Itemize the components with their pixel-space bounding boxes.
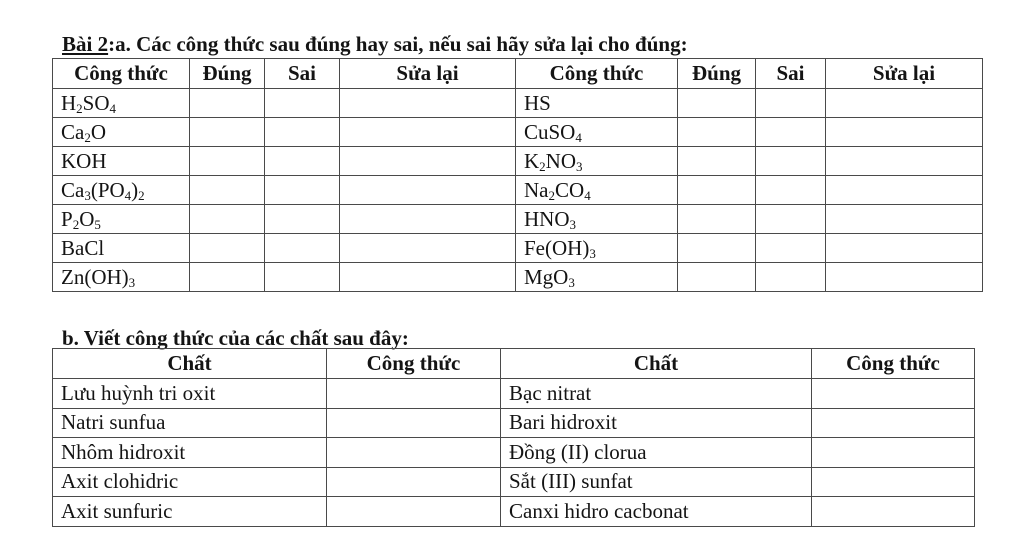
- substance-name-cell: Đồng (II) clorua: [501, 438, 812, 468]
- formula-cell: CuSO$_4$: [516, 118, 678, 147]
- column-header: Sai: [756, 59, 826, 89]
- table-row: [53, 497, 975, 527]
- correct-answer-cell[interactable]: [678, 147, 756, 176]
- table-header-row: [53, 349, 975, 379]
- wrong-answer-cell[interactable]: [265, 263, 340, 292]
- correct-answer-cell[interactable]: [678, 176, 756, 205]
- wrong-answer-cell[interactable]: [756, 89, 826, 118]
- correct-answer-cell[interactable]: [190, 147, 265, 176]
- correct-answer-cell[interactable]: [190, 263, 265, 292]
- substance-formula-table: [52, 348, 975, 527]
- formula-answer-cell[interactable]: [327, 467, 501, 497]
- substance-name-cell: Bạc nitrat: [501, 379, 812, 409]
- table-row: [53, 263, 983, 292]
- correct-answer-cell[interactable]: [190, 234, 265, 263]
- table-row: [53, 89, 983, 118]
- correction-cell[interactable]: [340, 147, 516, 176]
- correction-cell[interactable]: [340, 205, 516, 234]
- correction-cell[interactable]: [340, 263, 516, 292]
- table-row: [53, 234, 983, 263]
- formula-cell: $Zn(OH)_3$: [53, 263, 190, 292]
- formula-answer-cell[interactable]: [812, 467, 975, 497]
- formula-cell: $K_2NO_3$: [516, 147, 678, 176]
- substance-name-cell: Axit clohidric: [53, 467, 327, 497]
- exercise-number: Bài 2: [62, 32, 109, 56]
- column-header: Chất: [501, 349, 812, 379]
- correction-cell[interactable]: [826, 263, 983, 292]
- column-header: Đúng: [678, 59, 756, 89]
- wrong-answer-cell[interactable]: [756, 205, 826, 234]
- substance-name-cell: Lưu huỳnh tri oxit: [53, 379, 327, 409]
- substance-name-cell: Bari hidroxit: [501, 408, 812, 438]
- wrong-answer-cell[interactable]: [756, 176, 826, 205]
- column-header: Sửa lại: [826, 59, 983, 89]
- wrong-answer-cell[interactable]: [265, 234, 340, 263]
- formula-answer-cell[interactable]: [812, 379, 975, 409]
- wrong-answer-cell[interactable]: [265, 118, 340, 147]
- correction-cell[interactable]: [826, 234, 983, 263]
- column-header: Công thức: [327, 349, 501, 379]
- wrong-answer-cell[interactable]: [756, 118, 826, 147]
- correction-cell[interactable]: [826, 147, 983, 176]
- column-header: Đúng: [190, 59, 265, 89]
- wrong-answer-cell[interactable]: [756, 234, 826, 263]
- wrong-answer-cell[interactable]: [756, 147, 826, 176]
- formula-cell: $H_2SO_4$: [53, 89, 190, 118]
- column-header: Công thức: [53, 59, 190, 89]
- table-row: [53, 147, 983, 176]
- exercise-a-instruction: :a. Các công thức sau đúng hay sai, nếu sai hãy sửa lại cho đúng:: [108, 32, 688, 56]
- wrong-answer-cell[interactable]: [265, 205, 340, 234]
- correction-cell[interactable]: [826, 176, 983, 205]
- formula-cell: $Ca_2O$: [53, 118, 190, 147]
- table-header-row: [53, 59, 983, 89]
- formula-answer-cell[interactable]: [327, 379, 501, 409]
- exercise-a-heading: [62, 32, 688, 56]
- column-header: Công thức: [516, 59, 678, 89]
- formula-answer-cell[interactable]: [327, 408, 501, 438]
- correction-cell[interactable]: [340, 89, 516, 118]
- formula-cell: MgO$_3$: [516, 263, 678, 292]
- table-row: [53, 205, 983, 234]
- correct-answer-cell[interactable]: [678, 118, 756, 147]
- correction-cell[interactable]: [826, 205, 983, 234]
- formula-check-table: [52, 58, 983, 292]
- wrong-answer-cell[interactable]: [265, 176, 340, 205]
- substance-name-cell: Canxi hidro cacbonat: [501, 497, 812, 527]
- formula-answer-cell[interactable]: [812, 438, 975, 468]
- correct-answer-cell[interactable]: [678, 234, 756, 263]
- correction-cell[interactable]: [826, 89, 983, 118]
- correct-answer-cell[interactable]: [678, 205, 756, 234]
- correct-answer-cell[interactable]: [678, 89, 756, 118]
- formula-answer-cell[interactable]: [327, 497, 501, 527]
- formula-cell: $P_2O_5$: [53, 205, 190, 234]
- table-row: [53, 438, 975, 468]
- correct-answer-cell[interactable]: [190, 118, 265, 147]
- column-header: Sửa lại: [340, 59, 516, 89]
- correction-cell[interactable]: [340, 176, 516, 205]
- table-row: [53, 379, 975, 409]
- table-row: [53, 176, 983, 205]
- substance-name-cell: Sắt (III) sunfat: [501, 467, 812, 497]
- formula-answer-cell[interactable]: [327, 438, 501, 468]
- column-header: Chất: [53, 349, 327, 379]
- column-header: Sai: [265, 59, 340, 89]
- wrong-answer-cell[interactable]: [265, 89, 340, 118]
- formula-answer-cell[interactable]: [812, 497, 975, 527]
- formula-cell: $Fe(OH)_3$: [516, 234, 678, 263]
- wrong-answer-cell[interactable]: [756, 263, 826, 292]
- correct-answer-cell[interactable]: [190, 89, 265, 118]
- substance-name-cell: Natri sunfua: [53, 408, 327, 438]
- correction-cell[interactable]: [340, 118, 516, 147]
- formula-cell: BaCl: [53, 234, 190, 263]
- formula-cell: KOH: [53, 147, 190, 176]
- formula-cell: HS: [516, 89, 678, 118]
- substance-name-cell: Nhôm hidroxit: [53, 438, 327, 468]
- exercise-b-heading: b. Viết công thức của các chất sau đây:: [62, 326, 409, 350]
- formula-cell: $HNO_3$: [516, 205, 678, 234]
- correct-answer-cell[interactable]: [678, 263, 756, 292]
- formula-cell: $Ca_3(PO_4)_2$: [53, 176, 190, 205]
- correct-answer-cell[interactable]: [190, 176, 265, 205]
- substance-name-cell: Axit sunfuric: [53, 497, 327, 527]
- correction-cell[interactable]: [826, 118, 983, 147]
- column-header: Công thức: [812, 349, 975, 379]
- formula-cell: $Na_2CO_4$: [516, 176, 678, 205]
- correction-cell[interactable]: [340, 234, 516, 263]
- table-row: [53, 408, 975, 438]
- table-row: [53, 118, 983, 147]
- wrong-answer-cell[interactable]: [265, 147, 340, 176]
- table-row: [53, 467, 975, 497]
- correct-answer-cell[interactable]: [190, 205, 265, 234]
- formula-answer-cell[interactable]: [812, 408, 975, 438]
